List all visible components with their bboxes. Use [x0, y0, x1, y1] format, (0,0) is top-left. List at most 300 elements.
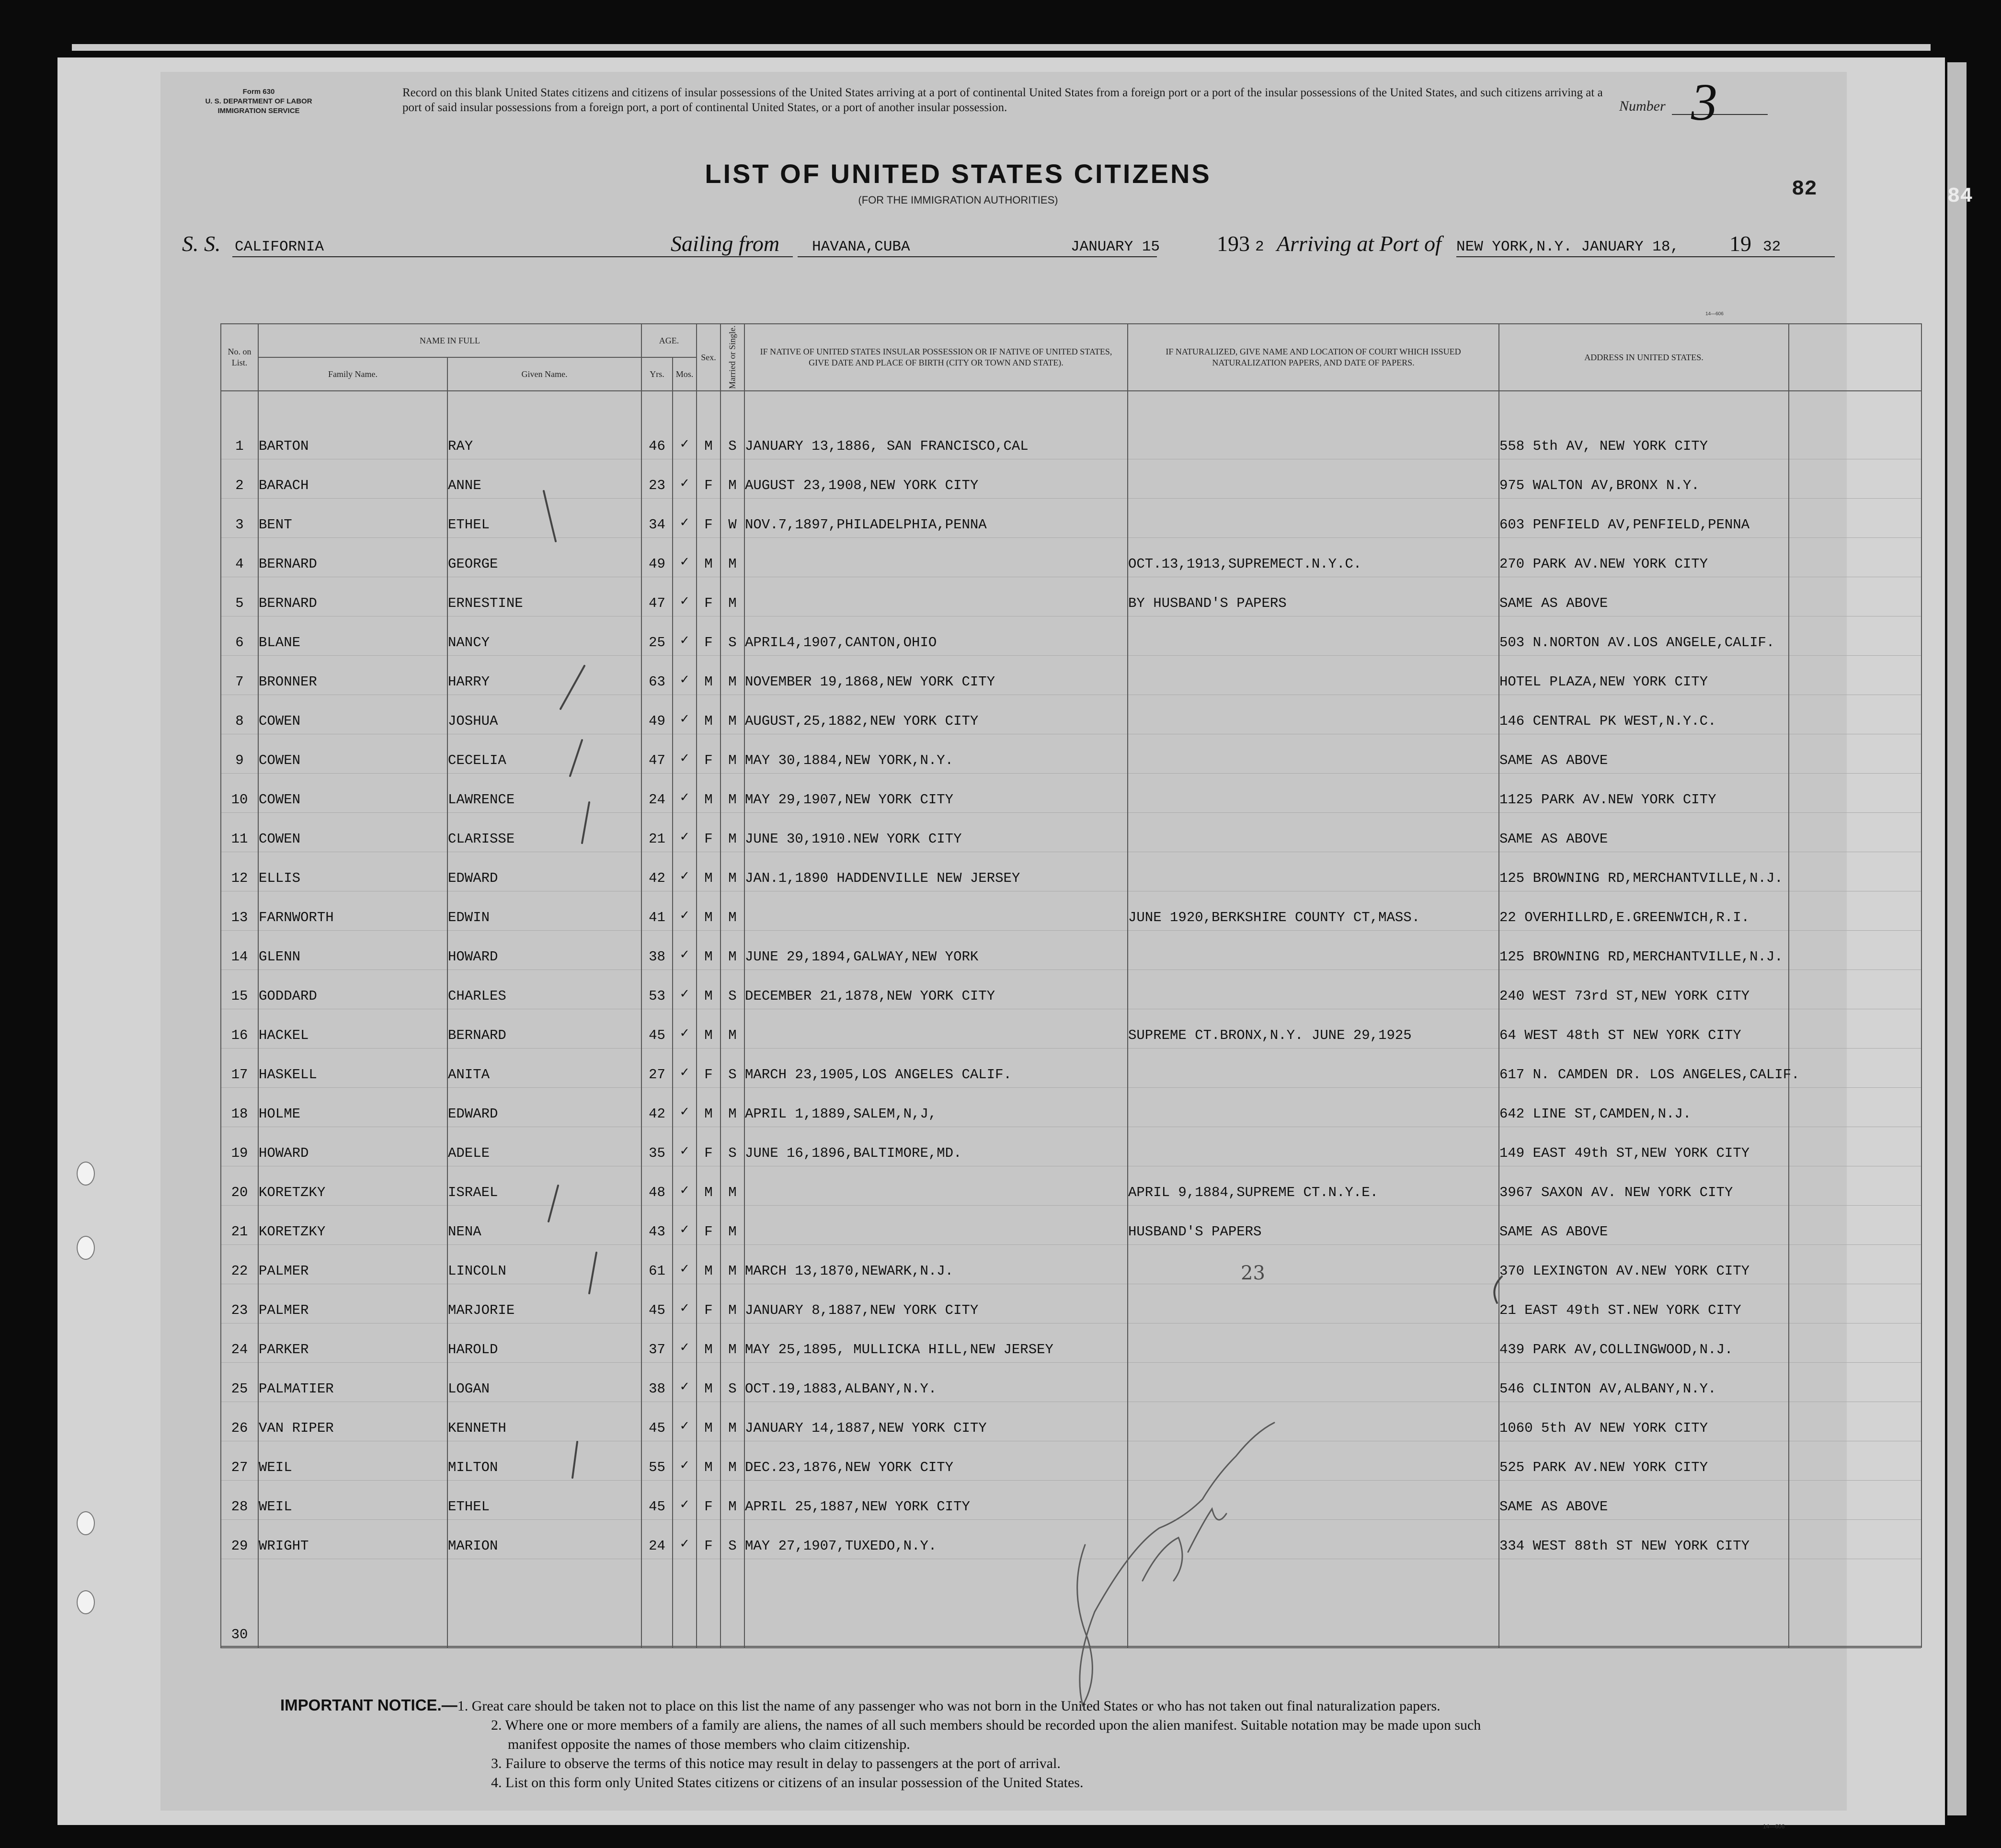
age-years: 43: [641, 1205, 673, 1244]
given-name: EDWIN: [447, 891, 641, 930]
blank-cell: [1789, 655, 1921, 695]
age-years: 61: [641, 1244, 673, 1284]
marital-status: M: [720, 459, 744, 498]
given-name: MARION: [447, 1519, 641, 1559]
table-row: [221, 577, 1921, 616]
blank-cell: [1789, 1244, 1921, 1284]
col-yrs: Yrs.: [641, 357, 673, 391]
birth-info: JUNE 16,1896,BALTIMORE,MD.: [744, 1127, 1128, 1166]
age-months: ✓: [673, 1166, 697, 1205]
blank-cell: [1789, 1284, 1921, 1323]
family-name: BERNARD: [258, 577, 447, 616]
given-name: CECELIA: [447, 734, 641, 773]
us-address: SAME AS ABOVE: [1499, 1205, 1789, 1244]
naturalization-info: [1128, 420, 1499, 459]
blank-cell: [1789, 1480, 1921, 1519]
birth-info: JAN.1,1890 HADDENVILLE NEW JERSEY: [744, 852, 1128, 891]
family-name: COWEN: [258, 734, 447, 773]
family-name: BENT: [258, 498, 447, 537]
given-name: HAROLD: [447, 1323, 641, 1362]
given-name: MARJORIE: [447, 1284, 641, 1323]
age-months: ✓: [673, 1127, 697, 1166]
us-address: 125 BROWNING RD,MERCHANTVILLE,N.J.: [1499, 852, 1789, 891]
sex: M: [697, 1402, 720, 1441]
sex: F: [697, 1127, 720, 1166]
age-months: ✓: [673, 1244, 697, 1284]
row-number: 20: [221, 1166, 258, 1205]
age-years: 42: [641, 1087, 673, 1127]
given-name: NENA: [447, 1205, 641, 1244]
marital-status: S: [720, 1048, 744, 1087]
col-name-in-full: NAME IN FULL: [258, 324, 641, 357]
birth-info: MARCH 13,1870,NEWARK,N.J.: [744, 1244, 1128, 1284]
age-months: ✓: [673, 1087, 697, 1127]
row-number: 25: [221, 1362, 258, 1402]
us-address: 21 EAST 49th ST.NEW YORK CITY: [1499, 1284, 1789, 1323]
row-number: 26: [221, 1402, 258, 1441]
marital-status: M: [720, 812, 744, 852]
family-name: COWEN: [258, 695, 447, 734]
sex: M: [697, 537, 720, 577]
naturalization-info: [1128, 616, 1499, 655]
table-row: [221, 970, 1921, 1009]
blank-cell: [1789, 1441, 1921, 1480]
row-number: 2: [221, 459, 258, 498]
sex: M: [697, 695, 720, 734]
birth-info: APRIL 1,1889,SALEM,N,J,: [744, 1087, 1128, 1127]
age-months: ✓: [673, 891, 697, 930]
naturalization-info: APRIL 9,1884,SUPREME CT.N.Y.E.: [1128, 1166, 1499, 1205]
us-address: 975 WALTON AV,BRONX N.Y.: [1499, 459, 1789, 498]
page-number: 82: [1792, 177, 1817, 201]
birth-info: MARCH 23,1905,LOS ANGELES CALIF.: [744, 1048, 1128, 1087]
marital-status: M: [720, 1205, 744, 1244]
sex: F: [697, 1519, 720, 1559]
table-bottom-rule: [220, 1646, 1921, 1648]
blank-cell: [1789, 1362, 1921, 1402]
blank-cell: [1789, 1402, 1921, 1441]
age-years: 21: [641, 812, 673, 852]
table-row: [221, 1205, 1921, 1244]
age-years: [641, 1559, 673, 1647]
marital-status: M: [720, 1087, 744, 1127]
blank-cell: [1789, 1559, 1921, 1647]
birth-info: NOVEMBER 19,1868,NEW YORK CITY: [744, 655, 1128, 695]
table-row: [221, 537, 1921, 577]
row-number: 15: [221, 970, 258, 1009]
blank-cell: [1789, 459, 1921, 498]
marital-status: S: [720, 1127, 744, 1166]
row-number: 13: [221, 891, 258, 930]
row-number: 27: [221, 1441, 258, 1480]
table-row: [221, 1009, 1921, 1048]
naturalization-info: [1128, 734, 1499, 773]
notice-item-1: 1. Great care should be taken not to place on this list the name of any passenger who was not born in the United States or who has not taken out final naturalization papers.: [457, 1698, 1441, 1714]
row-number: 3: [221, 498, 258, 537]
table-row: [221, 812, 1921, 852]
marital-status: [720, 1559, 744, 1647]
marital-status: M: [720, 1323, 744, 1362]
age-years: 45: [641, 1480, 673, 1519]
us-address: 642 LINE ST,CAMDEN,N.J.: [1499, 1087, 1789, 1127]
family-name: HACKEL: [258, 1009, 447, 1048]
notice-item-2-cont: manifest opposite the names of those members who claim citizenship.: [508, 1736, 910, 1752]
row-number: 24: [221, 1323, 258, 1362]
age-years: 27: [641, 1048, 673, 1087]
sex: M: [697, 1009, 720, 1048]
birth-info: APRIL 25,1887,NEW YORK CITY: [744, 1480, 1128, 1519]
sex: F: [697, 1205, 720, 1244]
table-row: [221, 1402, 1921, 1441]
sex: F: [697, 616, 720, 655]
blank-cell: [1789, 616, 1921, 655]
blank-cell: [1789, 1048, 1921, 1087]
age-months: ✓: [673, 1205, 697, 1244]
family-name: GLENN: [258, 930, 447, 970]
row-number: 12: [221, 852, 258, 891]
naturalization-info: [1128, 498, 1499, 537]
given-name: EDWARD: [447, 852, 641, 891]
birth-info: MAY 25,1895, MULLICKA HILL,NEW JERSEY: [744, 1323, 1128, 1362]
row-number: 9: [221, 734, 258, 773]
sailing-underline: [798, 256, 1157, 257]
naturalization-info: BY HUSBAND'S PAPERS: [1128, 577, 1499, 616]
birth-info: AUGUST 23,1908,NEW YORK CITY: [744, 459, 1128, 498]
row-number: 30: [221, 1559, 258, 1647]
age-years: 24: [641, 773, 673, 812]
marital-status: M: [720, 1244, 744, 1284]
sailing-port: HAVANA,CUBA: [812, 239, 910, 255]
row-number: 17: [221, 1048, 258, 1087]
family-name: BRONNER: [258, 655, 447, 695]
family-name: KORETZKY: [258, 1166, 447, 1205]
table-row: [221, 1244, 1921, 1284]
us-address: 546 CLINTON AV,ALBANY,N.Y.: [1499, 1362, 1789, 1402]
given-name: LINCOLN: [447, 1244, 641, 1284]
us-address: 22 OVERHILLRD,E.GREENWICH,R.I.: [1499, 891, 1789, 930]
form-issuer: [163, 87, 354, 116]
us-address: HOTEL PLAZA,NEW YORK CITY: [1499, 655, 1789, 695]
sailing-label: Sailing from: [671, 231, 780, 256]
family-name: COWEN: [258, 812, 447, 852]
arriving-year-suffix: 32: [1763, 239, 1781, 255]
sex: F: [697, 577, 720, 616]
notice-item-3: 3. Failure to observe the terms of this notice may result in delay to passengers at the port of arrival.: [491, 1756, 1061, 1771]
blank-cell: [1789, 773, 1921, 812]
blank-cell: [1789, 537, 1921, 577]
marital-status: M: [720, 930, 744, 970]
birth-info: JUNE 29,1894,GALWAY,NEW YORK: [744, 930, 1128, 970]
age-years: 35: [641, 1127, 673, 1166]
document-page: [57, 57, 1973, 1830]
arriving-underline: [1456, 256, 1835, 257]
sex: M: [697, 1362, 720, 1402]
birth-info: NOV.7,1897,PHILADELPHIA,PENNA: [744, 498, 1128, 537]
blank-cell: [1789, 577, 1921, 616]
sex: [697, 1559, 720, 1647]
naturalization-info: [1128, 1244, 1499, 1284]
ship-underline: [232, 256, 793, 257]
age-years: 46: [641, 420, 673, 459]
blank-cell: [1789, 812, 1921, 852]
us-address: 64 WEST 48th ST NEW YORK CITY: [1499, 1009, 1789, 1048]
sex: M: [697, 1087, 720, 1127]
age-months: ✓: [673, 1323, 697, 1362]
marital-status: M: [720, 1166, 744, 1205]
age-months: ✓: [673, 537, 697, 577]
family-name: GODDARD: [258, 970, 447, 1009]
marital-status: M: [720, 537, 744, 577]
family-name: HASKELL: [258, 1048, 447, 1087]
sex: F: [697, 1480, 720, 1519]
birth-info: JUNE 30,1910.NEW YORK CITY: [744, 812, 1128, 852]
birth-info: JANUARY 14,1887,NEW YORK CITY: [744, 1402, 1128, 1441]
given-name: ANITA: [447, 1048, 641, 1087]
row-number: 18: [221, 1087, 258, 1127]
birth-info: JANUARY 13,1886, SAN FRANCISCO,CAL: [744, 420, 1128, 459]
notice-item-2: 2. Where one or more members of a family are aliens, the names of all such members should be recorded upon the alien manifest. Suitable notation may be made upon such: [491, 1717, 1481, 1733]
family-name: COWEN: [258, 773, 447, 812]
table-row: [221, 734, 1921, 773]
given-name: JOSHUA: [447, 695, 641, 734]
table-row: [221, 459, 1921, 498]
us-address: 240 WEST 73rd ST,NEW YORK CITY: [1499, 970, 1789, 1009]
family-name: KORETZKY: [258, 1205, 447, 1244]
age-months: ✓: [673, 930, 697, 970]
given-name: ERNESTINE: [447, 577, 641, 616]
birth-info: JANUARY 8,1887,NEW YORK CITY: [744, 1284, 1128, 1323]
row-number: 1: [221, 420, 258, 459]
record-instructions: Record on this blank United States citizens and citizens of insular possessions of the United States arriving at a port of continental United States from a foreign port or a port of the insular possessions of the United States, and such citizens arriving at a port of said insular possessions from a foreign port, a port of continental United States, or a port of another insular possession.: [402, 86, 1603, 114]
marital-status: M: [720, 695, 744, 734]
row-number: 14: [221, 930, 258, 970]
marital-status: M: [720, 1284, 744, 1323]
sex: M: [697, 655, 720, 695]
age-years: 63: [641, 655, 673, 695]
row-number: 21: [221, 1205, 258, 1244]
table-row: [221, 655, 1921, 695]
family-name: PALMATIER: [258, 1362, 447, 1402]
age-years: 25: [641, 616, 673, 655]
handwritten-note: 23: [1241, 1262, 1265, 1284]
blank-cell: [1789, 1519, 1921, 1559]
sex: M: [697, 1323, 720, 1362]
family-name: ELLIS: [258, 852, 447, 891]
marital-status: M: [720, 1402, 744, 1441]
blank-cell: [1789, 1166, 1921, 1205]
age-years: 38: [641, 1362, 673, 1402]
naturalization-info: [1128, 1402, 1499, 1441]
col-naturalized: IF NATURALIZED, GIVE NAME AND LOCATION OF COURT WHICH ISSUED NATURALIZATION PAPERS, AND DATE OF PAPERS.: [1128, 324, 1499, 391]
naturalization-info: [1128, 1559, 1499, 1647]
given-name: MILTON: [447, 1441, 641, 1480]
page-title: LIST OF UNITED STATES CITIZENS: [705, 159, 1212, 189]
col-address: ADDRESS IN UNITED STATES.: [1499, 324, 1789, 391]
us-address: SAME AS ABOVE: [1499, 577, 1789, 616]
us-address: 617 N. CAMDEN DR. LOS ANGELES,CALIF.: [1499, 1048, 1789, 1087]
list-number: 3: [1691, 73, 1717, 131]
year-suffix: 2: [1255, 239, 1264, 255]
marital-status: M: [720, 1480, 744, 1519]
marital-status: M: [720, 1009, 744, 1048]
birth-info: [744, 1559, 1128, 1647]
family-name: WEIL: [258, 1441, 447, 1480]
passenger-table: [220, 323, 1922, 1648]
us-address: SAME AS ABOVE: [1499, 812, 1789, 852]
given-name: ISRAEL: [447, 1166, 641, 1205]
row-number: 10: [221, 773, 258, 812]
table-row: [221, 695, 1921, 734]
sailing-date: JANUARY 15: [1071, 239, 1160, 255]
us-address: 334 WEST 88th ST NEW YORK CITY: [1499, 1519, 1789, 1559]
us-address: 270 PARK AV.NEW YORK CITY: [1499, 537, 1789, 577]
birth-info: [744, 891, 1128, 930]
family-name: PALMER: [258, 1244, 447, 1284]
naturalization-info: [1128, 812, 1499, 852]
table-row: [221, 420, 1921, 459]
table-row: [221, 930, 1921, 970]
birth-info: MAY 29,1907,NEW YORK CITY: [744, 773, 1128, 812]
row-number: 22: [221, 1244, 258, 1284]
naturalization-info: [1128, 1323, 1499, 1362]
important-notice: [280, 1696, 1861, 1792]
number-underline: [1672, 114, 1768, 115]
given-name: ETHEL: [447, 498, 641, 537]
sex: M: [697, 420, 720, 459]
us-address: 603 PENFIELD AV,PENFIELD,PENNA: [1499, 498, 1789, 537]
blank-cell: [1789, 695, 1921, 734]
col-given-name: Given Name.: [447, 357, 641, 391]
marital-status: M: [720, 734, 744, 773]
us-address: 149 EAST 49th ST,NEW YORK CITY: [1499, 1127, 1789, 1166]
marital-status: M: [720, 1441, 744, 1480]
age-months: ✓: [673, 1048, 697, 1087]
sex: M: [697, 1441, 720, 1480]
family-name: [258, 1559, 447, 1647]
family-name: BERNARD: [258, 537, 447, 577]
us-address: 439 PARK AV,COLLINGWOOD,N.J.: [1499, 1323, 1789, 1362]
next-page-number: 84: [1947, 184, 1973, 208]
form-number: Form 630: [242, 88, 275, 96]
age-years: 41: [641, 891, 673, 930]
birth-info: DEC.23,1876,NEW YORK CITY: [744, 1441, 1128, 1480]
sex: F: [697, 498, 720, 537]
sex: M: [697, 930, 720, 970]
marital-status: S: [720, 970, 744, 1009]
given-name: ANNE: [447, 459, 641, 498]
age-years: 47: [641, 734, 673, 773]
age-months: ✓: [673, 1009, 697, 1048]
birth-info: APRIL4,1907,CANTON,OHIO: [744, 616, 1128, 655]
row-number: 28: [221, 1480, 258, 1519]
table-row: [221, 1087, 1921, 1127]
age-months: ✓: [673, 577, 697, 616]
age-years: 38: [641, 930, 673, 970]
col-age: AGE.: [641, 324, 697, 357]
department-name: U. S. DEPARTMENT OF LABOR: [205, 97, 312, 105]
row-number: 29: [221, 1519, 258, 1559]
notice-lead: IMPORTANT NOTICE.—: [280, 1696, 457, 1714]
table-row: [221, 852, 1921, 891]
page-subtitle: (FOR THE IMMIGRATION AUTHORITIES): [858, 194, 1058, 206]
age-months: ✓: [673, 812, 697, 852]
table-row: [221, 891, 1921, 930]
age-years: 34: [641, 498, 673, 537]
age-months: ✓: [673, 1480, 697, 1519]
given-name: RAY: [447, 420, 641, 459]
birth-info: AUGUST,25,1882,NEW YORK CITY: [744, 695, 1128, 734]
age-years: 53: [641, 970, 673, 1009]
paper-edge-right: [1947, 62, 1967, 1815]
us-address: SAME AS ABOVE: [1499, 1480, 1789, 1519]
number-label: Number: [1619, 98, 1666, 114]
given-name: LAWRENCE: [447, 773, 641, 812]
sex: F: [697, 459, 720, 498]
table-row: [221, 773, 1921, 812]
marital-status: M: [720, 655, 744, 695]
given-name: CHARLES: [447, 970, 641, 1009]
marital-status: M: [720, 852, 744, 891]
arriving-label: Arriving at Port of: [1277, 231, 1441, 256]
age-months: ✓: [673, 1284, 697, 1323]
age-months: ✓: [673, 1519, 697, 1559]
naturalization-info: [1128, 970, 1499, 1009]
given-name: BERNARD: [447, 1009, 641, 1048]
table-row: [221, 616, 1921, 655]
row-number: 8: [221, 695, 258, 734]
age-years: 23: [641, 459, 673, 498]
table-row: [221, 1480, 1921, 1519]
given-name: EDWARD: [447, 1087, 641, 1127]
blank-cell: [1789, 498, 1921, 537]
us-address: 125 BROWNING RD,MERCHANTVILLE,N.J.: [1499, 930, 1789, 970]
family-name: HOLME: [258, 1087, 447, 1127]
family-name: PALMER: [258, 1284, 447, 1323]
sex: M: [697, 852, 720, 891]
blank-cell: [1789, 1323, 1921, 1362]
family-name: VAN RIPER: [258, 1402, 447, 1441]
family-name: HOWARD: [258, 1127, 447, 1166]
notice-item-4: 4. List on this form only United States citizens or citizens of an insular possession of the United States.: [491, 1775, 1084, 1791]
given-name: HOWARD: [447, 930, 641, 970]
sex: M: [697, 970, 720, 1009]
table-row: [221, 1284, 1921, 1323]
age-months: ✓: [673, 852, 697, 891]
us-address: 370 LEXINGTON AV.NEW YORK CITY: [1499, 1244, 1789, 1284]
row-number: 4: [221, 537, 258, 577]
given-name: CLARISSE: [447, 812, 641, 852]
marital-status: S: [720, 1362, 744, 1402]
given-name: [447, 1559, 641, 1647]
birth-info: MAY 27,1907,TUXEDO,N.Y.: [744, 1519, 1128, 1559]
col-birth: IF NATIVE OF UNITED STATES INSULAR POSSESSION OR IF NATIVE OF UNITED STATES, GIVE DATE AND PLACE OF BIRTH (CITY OR TOWN AND STATE).: [744, 324, 1128, 391]
table-row: [221, 498, 1921, 537]
naturalization-info: [1128, 655, 1499, 695]
naturalization-info: [1128, 1127, 1499, 1166]
table-row: [221, 1166, 1921, 1205]
given-name: ETHEL: [447, 1480, 641, 1519]
sex: F: [697, 734, 720, 773]
arriving-year-prefix: 19: [1729, 231, 1751, 256]
age-years: 45: [641, 1284, 673, 1323]
row-number: 16: [221, 1009, 258, 1048]
birth-info: MAY 30,1884,NEW YORK,N.Y.: [744, 734, 1128, 773]
age-months: ✓: [673, 498, 697, 537]
service-name: IMMIGRATION SERVICE: [217, 107, 300, 115]
paper-edge-top: [72, 44, 1931, 51]
sex: M: [697, 773, 720, 812]
form-code: 14—606: [1705, 311, 1724, 317]
